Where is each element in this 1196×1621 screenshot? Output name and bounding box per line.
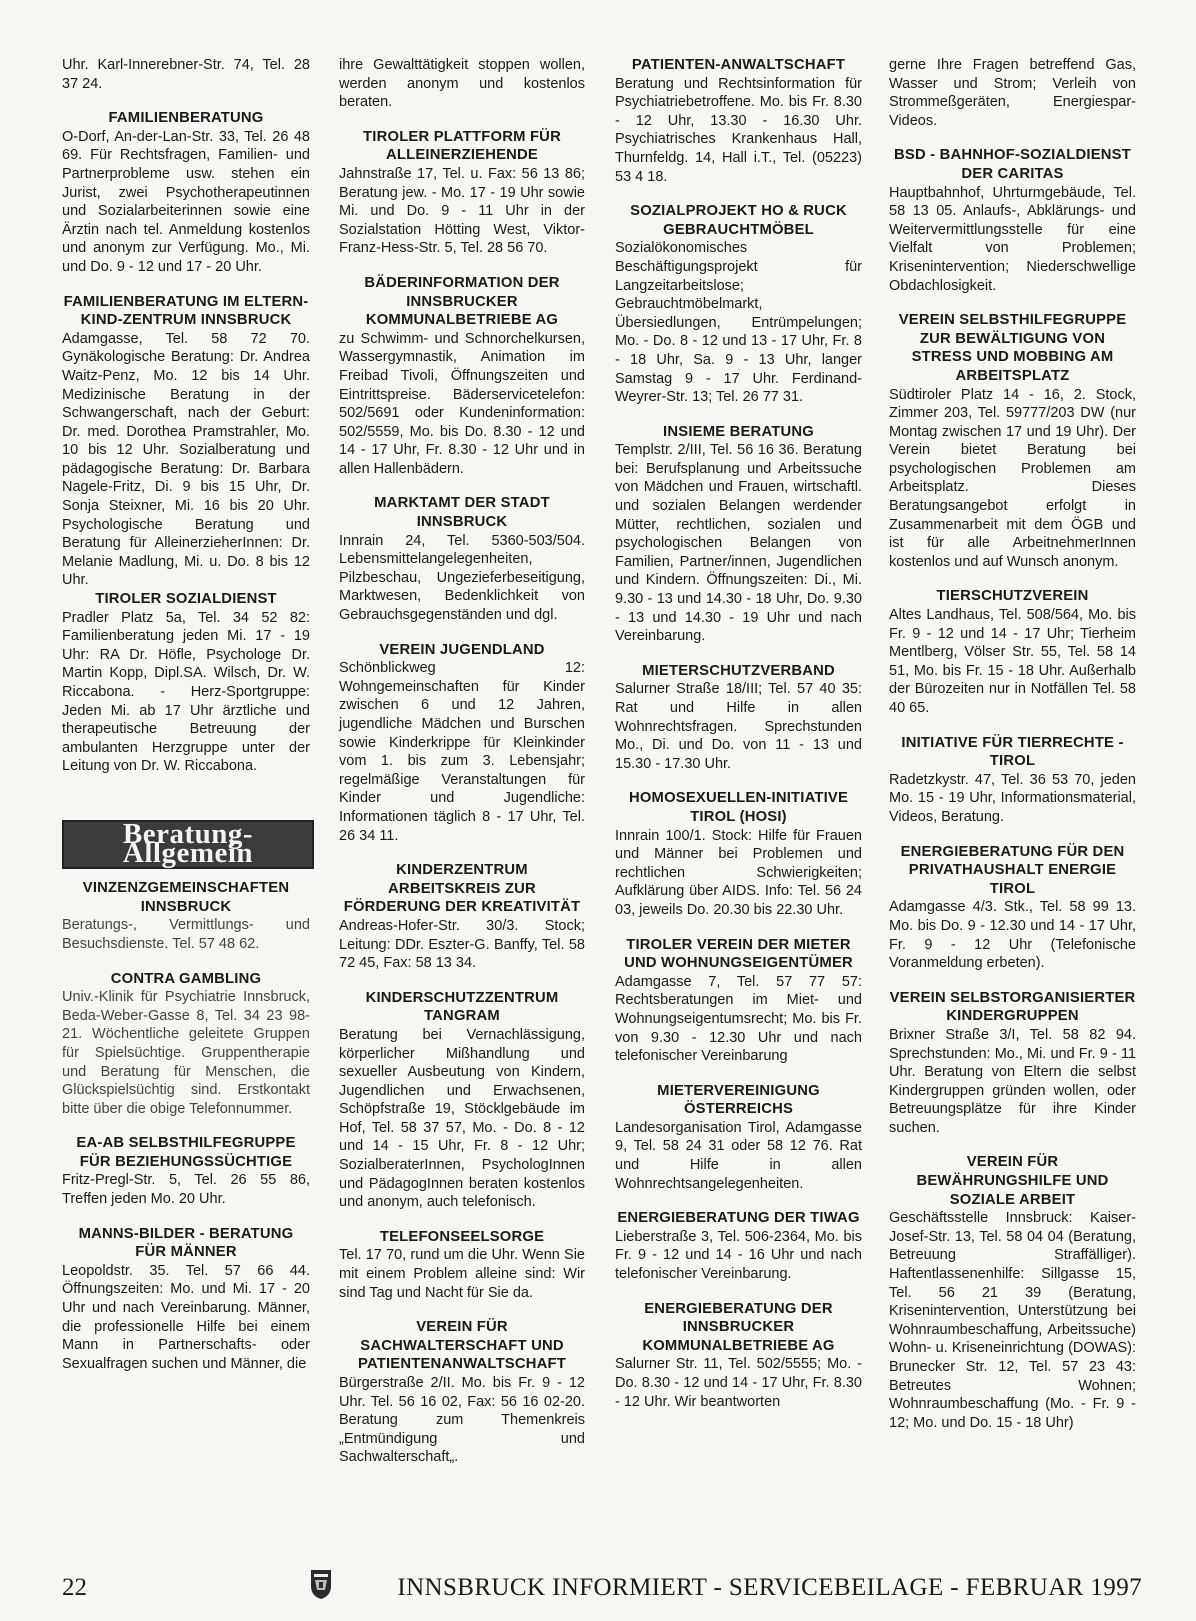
entry-text: Südtiroler Platz 14 - 16, 2. Stock, Zimmer 203, Tel. 59777/203 DW (nur Montag zwischen 17 und 19 Uhr). Der Verein bietet Beratung bei psychologischen Problemen am Arbeitsplatz. Dieses Beratungsangebot erfolgt in Zusammenarbeit mit dem ÖGB und ist für alle ArbeitnehmerInnen kostenlos und auf Wunsch anonym. — [889, 386, 1136, 570]
entry-text: Adamgasse 7, Tel. 57 77 57: Rechtsberatungen im Miet- und Wohnungseigentumsrecht; Mo. bis Fr. von 9.30 - 12.30 Uhr und nach telefonischer Vereinbarung — [615, 973, 862, 1065]
entry-text: Brixner Straße 3/I, Tel. 58 82 94. Sprechstunden: Mo., Mi. und Fr. 9 - 11 Uhr. Beratung von Eltern die selbst Kindergruppen gründen wollen, oder Betreuungsplätze für ihre Kinder suchen. — [889, 1026, 1136, 1136]
entry — [615, 789, 862, 919]
entry — [62, 56, 310, 93]
entry-text: Univ.-Klinik für Psychiatrie Innsbruck, Beda-Weber-Gasse 8, Tel. 34 23 98-21. Wöchentliche geleitete Gruppen für Spielsüchtige. Gruppentherapie und Beratung für Menschen, die Glückspielsüchtig sind. Erstkontakt bitte über die obige Telefonnummer. — [62, 989, 310, 1117]
entry-text: Andreas-Hofer-Str. 30/3. Stock; Leitung: DDr. Eszter-G. Banffy, Tel. 58 72 45, Fax: 58 13 34. — [339, 917, 585, 972]
entry — [889, 989, 1136, 1138]
entry — [339, 989, 585, 1212]
entry-heading: KINDERZENTRUM ARBEITSKREIS ZUR FÖRDERUNG DER KREATIVITÄT — [343, 862, 581, 916]
entry-heading: VEREIN FÜR SACHWALTERSCHAFT UND PATIENTENANWALTSCHAFT — [357, 1319, 567, 1373]
entry-heading: MIETERVEREINIGUNG ÖSTERREICHS — [657, 1082, 820, 1118]
column-4 — [889, 56, 1136, 1432]
entry-heading: ENERGIEBERATUNG DER INNSBRUCKER KOMMUNALBETRIEBE AG — [642, 1300, 835, 1354]
entry-heading: FAMILIENBERATUNG — [108, 110, 264, 127]
entry-heading: TIROLER VEREIN DER MIETER UND WOHNUNGSEIGENTÜMER — [624, 936, 853, 972]
entry-heading: MANNS-BILDER - BERATUNG FÜR MÄNNER — [78, 1225, 294, 1261]
entry-heading: VEREIN FÜR BEWÄHRUNGSHILFE UND SOZIALE ARBEIT — [916, 1154, 1109, 1208]
entry-text: Leopoldstr. 35. Tel. 57 66 44. Öffnungszeiten: Mo. und Mi. 17 - 20 Uhr und nach Vereinbarung. Männer, die professionelle Hilfe bei einem Mann in Partnerschafts- oder Sexualfragen suchen und Männer, die — [62, 1262, 310, 1372]
entry — [889, 146, 1136, 295]
column-1 — [62, 56, 310, 1373]
entry-heading: TIROLER PLATTFORM FÜR ALLEINERZIEHENDE — [363, 128, 561, 164]
page-number: 22 — [62, 1574, 87, 1601]
entry-heading: SOZIALPROJEKT HO & RUCK GEBRAUCHTMÖBEL — [630, 203, 847, 238]
entry-heading: VEREIN SELBSTORGANISIERTER KINDERGRUPPEN — [889, 989, 1136, 1025]
entry-text: Templstr. 2/III, Tel. 56 16 36. Beratung bei: Berufsplanung und Arbeitssuche von Mädchen und Frauen, wirtschaftl. und sozialen Belangen werdender Mütter, rechtlichen, sozialen und psychologischen Belangen von Familien, Partner/innen, Jugendlichen und Kindern. Öffnungszeiten: Di., Mi. 9.30 - 13 und 14.30 - 18 Uhr, Do. 9.30 - 13 und 14.30 - 19 Uhr und nach Vereinbarung. — [615, 442, 862, 645]
entry-text: Jahnstraße 17, Tel. u. Fax: 56 13 86; Beratung jew. - Mo. 17 - 19 Uhr sowie Mi. und Do. 9 - 11 Uhr in der Sozialstation Hötting West, Viktor-Franz-Hess-Str. 5, Tel. 28 56 70. — [339, 165, 585, 257]
entry-text: Innrain 100/1. Stock: Hilfe für Frauen und Männer bei Problemen und rechtlichen Schwierigkeiten; Aufklärung über AIDS. Info: Tel. 56 24 03, jeweils Do. 20.30 bis 22.30 Uhr. — [615, 827, 862, 918]
entry — [615, 1082, 862, 1194]
entry — [339, 641, 585, 846]
entry-heading: HOMOSEXUELLEN-INITIATIVE TIROL (HOSI) — [628, 790, 849, 825]
entry — [615, 56, 862, 186]
entry — [339, 1318, 585, 1467]
entry — [339, 861, 585, 973]
entry-text: Tel. 17 70, rund um die Uhr. Wenn Sie mit einem Problem alleine sind: Wir sind Tag und Nacht für Sie da. — [339, 1247, 585, 1301]
entry-text: Adamgasse, Tel. 58 72 70. Gynäkologische Beratung: Dr. Andrea Waitz-Penz, Mo. 12 bis 14 Uhr. Medizinische Beratung in der Schwangerschaft, nach der Geburt: Dr. med. Dorothea Pramstrahler, Mo. 10 bis 12 Uhr. Sozialberatung und pädagogische Beratung: Dr. Barbara Nagele-Fritz, Di. 9 bis 15 Uhr, Dr. Sonja Steixner, Mi. 16 bis 20 Uhr. Psychologische Beratung und Beratung für AlleinerzieherInnen: Dr. Melanie Madlung, Mi. u. Do. 8 bis 12 Uhr. — [62, 330, 310, 589]
column-3 — [615, 56, 862, 1411]
entry-heading: BSD - BAHNHOF-SOZIALDIENST DER CARITAS — [893, 147, 1131, 182]
page-footer — [62, 1574, 1142, 1610]
entry-text: Innrain 24, Tel. 5360-503/504. Lebensmittelangelegenheiten, Pilzbeschau, Ungezieferbeseitigung, Marktwesen, Bedenklichkeit von Gebrauchsgegenständen und dgl. — [339, 532, 585, 624]
entry-text: Landesorganisation Tirol, Adamgasse 9, Tel. 58 24 31 oder 58 12 76. Rat und Hilfe in allen Wohnrechtsangelegenheiten. — [615, 1119, 862, 1192]
entry — [339, 128, 585, 258]
entry-text: Beratungs-, Vermittlungs- und Besuchsdienste. Tel. 57 48 62. — [62, 917, 310, 952]
entry — [62, 1134, 310, 1208]
entry — [889, 843, 1136, 973]
entry — [339, 274, 585, 479]
entry — [62, 590, 310, 776]
entry — [615, 662, 862, 774]
entry-heading: ENERGIEBERATUNG DER TIWAG — [617, 1210, 860, 1227]
entry — [889, 1153, 1136, 1432]
entry-heading: EA-AB SELBSTHILFEGRUPPE FÜR BEZIEHUNGSSÜCHTIGE — [76, 1135, 296, 1170]
entry — [615, 1209, 862, 1283]
entry-heading: FAMILIENBERATUNG IM ELTERN-KIND-ZENTRUM INNSBRUCK — [63, 293, 309, 329]
entry — [889, 734, 1136, 827]
entry — [889, 56, 1136, 130]
entry-text: zu Schwimm- und Schnorchelkursen, Wassergymnastik, Animation im Freibad Tivoli, Öffnungszeiten und Eintrittspreise. Bäderservicetelefon: 502/5691 oder Kundeninformation: 502/5559, Mo. bis Do. 8.30 - 12 und 14 - 17 Uhr, Fr. 8.30 - 12 Uhr und in allen Hallenbädern. — [339, 330, 585, 477]
city-crest-icon — [309, 1568, 333, 1600]
entry — [889, 311, 1136, 571]
entry — [339, 494, 585, 624]
entry-heading: MARKTAMT DER STADT INNSBRUCK — [374, 495, 550, 531]
entry-text: Beratung bei Vernachlässigung, körperlicher Mißhandlung und sexueller Ausbeutung von Kindern, Jugendlichen und Erwachsenen, Schöpfstraße 19, Stöcklgebäude im Hof, Tel. 58 37 57, Mo. - Do. 8 - 12 und 14 - 15 Uhr, Fr. 8 - 12 Uhr; SozialberaterInnen, PsychologInnen und PädagogInnen beraten kostenlos und anonym, auch telefonisch. — [339, 1026, 585, 1211]
entry-text: Sozialökonomisches Beschäftigungsprojekt für Langzeitarbeitslose; Gebrauchtmöbelmarkt, Übersiedlungen, Entrümpelungen; Mo. - Do. 8 - 12 und 13 - 17 Uhr, Fr. 8 - 18 Uhr, Sa. 9 - 13 Uhr, langer Samstag 9 - 17 Uhr. Ferdinand-Weyrer-Str. 13; Tel. 26 77 31. — [615, 240, 862, 406]
entry-heading: TIERSCHUTZVEREIN — [936, 588, 1089, 605]
entry — [62, 879, 310, 953]
entry — [615, 1300, 862, 1412]
entry-heading: PATIENTEN-ANWALTSCHAFT — [631, 57, 846, 73]
entry — [62, 1225, 310, 1374]
entry — [339, 56, 585, 112]
entry-text: Hauptbahnhof, Uhrturmgebäude, Tel. 58 13 05. Anlaufs-, Abklärungs- und Weitervermittlungsstelle für eine Vielfalt von Problemen; Krisenintervention; Niederschwellige Obdachlosigkeit. — [889, 184, 1136, 294]
entry-heading: VINZENZGEMEINSCHAFTEN INNSBRUCK — [82, 880, 290, 915]
entry-heading: VEREIN JUGENDLAND — [379, 641, 545, 658]
section-title: Beratung-Allgemein — [62, 820, 314, 869]
entry — [615, 423, 862, 646]
entry-heading: MIETERSCHUTZVERBAND — [642, 662, 835, 679]
entry-heading: BÄDERINFORMATION DER INNSBRUCKER KOMMUNALBETRIEBE AG — [364, 274, 560, 329]
publication-title: INNSBRUCK INFORMIERT - SERVICEBEILAGE - FEBRUAR 1997 — [397, 1574, 1142, 1601]
entry-text: Salurner Str. 11, Tel. 502/5555; Mo. - Do. 8.30 - 12 und 14 - 17 Uhr, Fr. 8.30 - 12 Uhr. Wir beantworten — [615, 1356, 862, 1410]
entry — [62, 293, 310, 591]
entry-text: Fritz-Pregl-Str. 5, Tel. 26 55 86, Treffen jeden Mo. 20 Uhr. — [62, 1172, 310, 1208]
entry-text: Pradler Platz 5a, Tel. 34 52 82: Familienberatung jeden Mi. 17 - 19 Uhr: RA Dr. Höfle, Psychologe Dr. Martin Kopp, Dipl.SA. Wilsch, Dr. W. Riccabona. - Herz-Sportgruppe: Jeden Mi. ab 17 Uhr ärztliche und therapeutische Betreuung der ambulanten Herzgruppe unter der Leitung von Dr. W. Riccabona. — [62, 609, 310, 775]
entry-heading: KINDERSCHUTZZENTRUM TANGRAM — [365, 989, 559, 1025]
entry — [889, 587, 1136, 717]
entry-heading: TELEFONSEELSORGE — [379, 1228, 545, 1245]
entry-text: Adamgasse 4/3. Stk., Tel. 58 99 13. Mo. bis Do. 9 - 12.30 und 14 - 17 Uhr, Fr. 9 - 12 Uhr (Telefonische Voranmeldung erbeten). — [889, 899, 1136, 972]
entry-text: Bürgerstraße 2/II. Mo. bis Fr. 9 - 12 Uhr. Tel. 56 16 02, Fax: 56 16 02-20. Beratung zum Themenkreis „Entmündigung und Sachwalterschaft„. — [339, 1375, 585, 1466]
entry-text: ihre Gewalttätigkeit stoppen wollen, werden anonym und kostenlos beraten. — [339, 57, 585, 111]
entry-text: Radetzkystr. 47, Tel. 36 53 70, jeden Mo. 15 - 19 Uhr, Informationsmaterial, Videos, Beratung. — [889, 771, 1136, 825]
entry — [615, 936, 862, 1066]
entry — [62, 109, 310, 276]
entry — [615, 202, 862, 407]
entry-heading: VEREIN SELBSTHILFEGRUPPE ZUR BEWÄLTIGUNG VON STRESS UND MOBBING AM ARBEITSPLATZ — [898, 312, 1127, 384]
entry-heading: INITIATIVE FÜR TIERRECHTE - TIROL — [901, 734, 1124, 770]
entry-text: O-Dorf, An-der-Lan-Str. 33, Tel. 26 48 69. Für Rechtsfragen, Familien- und Partnerprobleme usw. stehen ein Jurist, zwei Psychotherapeutinnen und Sozialarbeiterinnen sowie eine Ärztin nach tel. Anmeldung kostenlos und anonym zur Verfügung. Mo., Mi. und Do. 9 - 12 und 17 - 20 Uhr. — [62, 128, 310, 275]
entry-text: Uhr. Karl-Innerebner-Str. 74, Tel. 28 37 24. — [62, 57, 310, 92]
entry-text: Beratung und Rechtsinformation für Psychiatriebetroffene. Mo. bis Fr. 8.30 - 12 Uhr, 13.30 - 16.30 Uhr. Psychiatrisches Krankenhaus Hall, Thurnfeldg. 14, Hall i.T., Tel. (05223) 53 4 18. — [615, 75, 862, 185]
entry-text: Altes Landhaus, Tel. 508/564, Mo. bis Fr. 9 - 12 und 14 - 17 Uhr; Tierheim Mentlberg, Völser Str. 55, Tel. 58 14 51, Mo. bis Fr. 15 - 18 Uhr. Außerhalb der Bürozeiten nur in Notfällen Tel. 58 40 65. — [889, 607, 1136, 716]
entry-text: Salurner Straße 18/III; Tel. 57 40 35: Rat und Hilfe in allen Wohnrechtsfragen. Sprechstunden Mo., Di. und Do. von 11 - 13 und 15.30 - 17.30 Uhr. — [615, 681, 862, 772]
entry — [62, 970, 310, 1119]
entry-text: Schönblickweg 12: Wohngemeinschaften für Kinder zwischen 6 und 12 Jahren, jugendliche Mädchen und Burschen sowie Kinderkrippe für Kleinkinder vom 1. bis zum 3. Lebensjahr; regelmäßige Veranstaltungen für Kinder und Jugendliche: Informationen täglich 8 - 17 Uhr, Tel. 26 34 11. — [339, 660, 585, 844]
column-2 — [339, 56, 585, 1467]
entry-heading: TIROLER SOZIALDIENST — [95, 591, 277, 608]
entry-heading: ENERGIEBERATUNG FÜR DEN PRIVATHAUSHALT ENERGIE TIROL — [900, 843, 1125, 897]
entry-text: Lieberstraße 3, Tel. 506-2364, Mo. bis Fr. 9 - 12 und 14 - 16 Uhr und nach telefonischer Vereinbarung. — [615, 1228, 862, 1283]
entry-text: gerne Ihre Fragen betreffend Gas, Wasser und Strom; Verleih von Strommeßgeräten, Energiespar-Videos. — [889, 57, 1136, 129]
entry — [339, 1228, 585, 1302]
entry-heading: INSIEME BERATUNG — [663, 423, 814, 440]
entry-text: Geschäftsstelle Innsbruck: Kaiser-Josef-Str. 13, Tel. 58 04 04 (Beratung, Betreuung Straffälliger). Haftentlassenenhilfe: Sillgasse 15, Tel. 56 21 39 (Beratung, Krisenintervention, Unterstützung bei Wohnraumbeschaffung, Arbeitssuche) Wohn- u. Kriseneinrichtung (DOWAS): Brunecker Str. 12, Tel. 57 23 43: Betreutes Wohnen; Wohnraumbeschaffung (Mo. - Fr. 9 - 12; Mo. und Do. 15 - 18 Uhr) — [889, 1210, 1136, 1431]
entry-heading: CONTRA GAMBLING — [110, 970, 262, 987]
